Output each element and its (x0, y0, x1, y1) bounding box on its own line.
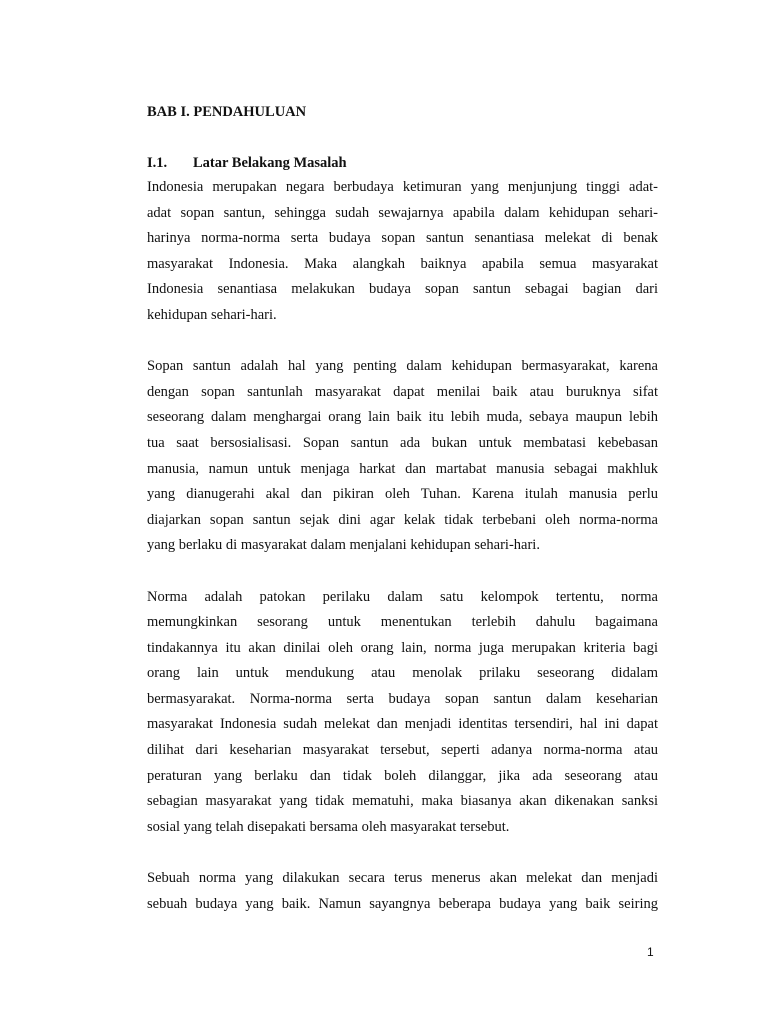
section-number: I.1. (147, 155, 168, 171)
paragraph-line: Norma adalah patokan perilaku dalam satu kelompok tertentu, norma (147, 588, 658, 605)
paragraph-line: sebagian masyarakat yang tidak mematuhi, maka biasanya akan dikenakan sanksi (147, 793, 658, 810)
paragraph-line: sosial yang telah disepakati bersama oleh masyarakat tersebut. (147, 818, 510, 835)
paragraph-3 (147, 585, 658, 841)
paragraph-1 (147, 175, 658, 329)
paragraph-line: diajarkan sopan santun sejak dini agar kelak tidak terbebani oleh norma-norma (147, 511, 658, 528)
section-title: Latar Belakang Masalah (193, 155, 347, 171)
paragraph-2 (147, 354, 658, 559)
paragraph-line: masyarakat Indonesia sudah melekat dan menjadi identitas tersendiri, hal ini dapat (147, 716, 658, 733)
paragraph-line: seseorang dalam menghargai orang lain baik itu lebih muda, sebaya maupun lebih (147, 409, 658, 426)
page-number: 1 (647, 945, 654, 959)
section-heading (147, 154, 658, 172)
paragraph-line: masyarakat Indonesia. Maka alangkah baiknya apabila semua masyarakat (147, 255, 658, 272)
paragraph-line: Indonesia merupakan negara berbudaya ketimuran yang menjunjung tinggi adat- (147, 179, 658, 195)
paragraph-line: dengan sopan santunlah masyarakat dapat menilai baik atau buruknya sifat (147, 383, 658, 400)
paragraph-line: bermasyarakat. Norma-norma serta budaya sopan santun dalam keseharian (147, 690, 658, 707)
paragraph-line: Sebuah norma yang dilakukan secara terus menerus akan melekat dan menjadi (147, 870, 658, 887)
page-content (147, 103, 658, 917)
paragraph-line: harinya norma-norma serta budaya sopan santun senantiasa melekat di benak (147, 230, 658, 247)
paragraph-line: sebuah budaya yang baik. Namun sayangnya beberapa budaya yang baik seiring (147, 895, 658, 912)
paragraph-line: Sopan santun adalah hal yang penting dalam kehidupan bermasyarakat, karena (147, 358, 658, 375)
paragraph-line: tua saat bersosialisasi. Sopan santun ada bukan untuk membatasi kebebasan (147, 434, 658, 451)
paragraph-line: orang lain untuk mendukung atau menolak prilaku seseorang didalam (147, 665, 658, 682)
paragraph-line: tindakannya itu akan dinilai oleh orang lain, norma juga merupakan kriteria bagi (147, 639, 658, 656)
paragraph-4 (147, 866, 658, 917)
chapter-title: BAB I. PENDAHULUAN (147, 104, 307, 120)
paragraph-line: yang berlaku di masyarakat dalam menjalani kehidupan sehari-hari. (147, 537, 540, 554)
paragraph-line: dilihat dari keseharian masyarakat tersebut, seperti adanya norma-norma atau (147, 742, 658, 759)
paragraph-line: Indonesia senantiasa melakukan budaya sopan santun sebagai bagian dari (147, 281, 658, 298)
paragraph-line: memungkinkan sesorang untuk menentukan terlebih dahulu bagaimana (147, 614, 658, 631)
paragraph-line: peraturan yang berlaku dan tidak boleh dilanggar, jika ada seseorang atau (147, 767, 658, 784)
paragraph-line: kehidupan sehari-hari. (147, 306, 277, 323)
paragraph-line: manusia, namun untuk menjaga harkat dan martabat manusia sebagai makhluk (147, 460, 658, 477)
paragraph-line: yang dianugerahi akal dan pikiran oleh Tuhan. Karena itulah manusia perlu (147, 486, 658, 503)
paragraph-line: adat sopan santun, sehingga sudah sewajarnya apabila dalam kehidupan sehari- (147, 204, 658, 221)
